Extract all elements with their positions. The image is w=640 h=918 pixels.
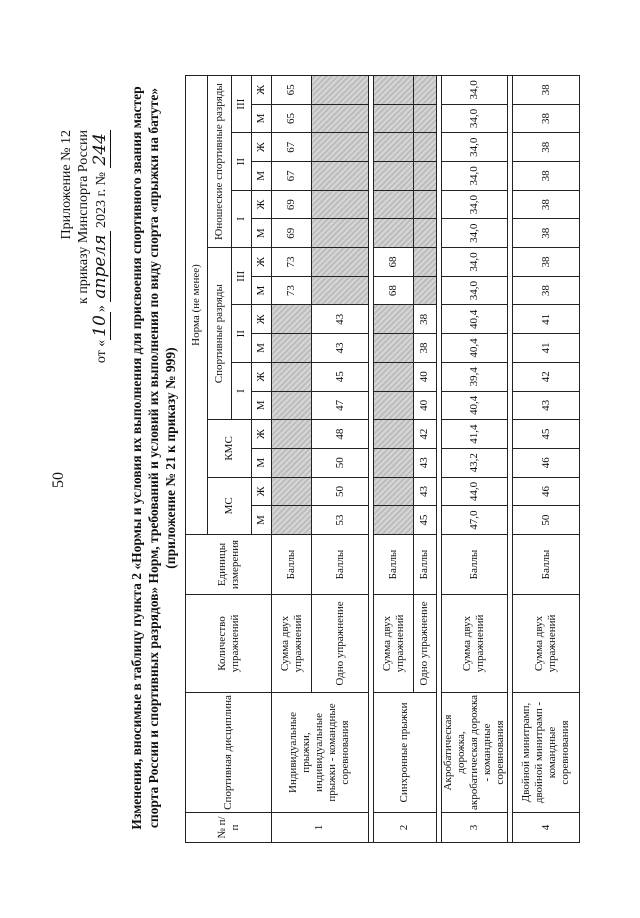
row-number: 1 — [272, 813, 369, 843]
header-sport-r1: I — [232, 362, 252, 419]
norm-value — [373, 506, 413, 535]
norm-value: 43 — [414, 477, 436, 506]
norm-value: 43 — [312, 305, 369, 334]
header-num: № п/п — [186, 813, 272, 843]
row-discipline: Синхронные прыжки — [373, 693, 436, 813]
norm-value — [373, 362, 413, 391]
row-number: 2 — [373, 813, 436, 843]
norm-value: 44,0 — [441, 477, 508, 506]
header-gender-m: М — [252, 104, 272, 133]
row-number: 3 — [441, 813, 508, 843]
norm-value: 47 — [312, 391, 369, 420]
row-unit: Баллы — [312, 535, 369, 595]
header-youth-r3: III — [232, 76, 252, 133]
header-youth-r1: I — [232, 190, 252, 247]
norm-value: 46 — [513, 477, 580, 506]
norm-value: 50 — [312, 448, 369, 477]
norm-value: 65 — [272, 76, 312, 105]
row-number: 4 — [513, 813, 580, 843]
norm-value: 65 — [272, 104, 312, 133]
norm-value: 41 — [513, 334, 580, 363]
norm-value: 34,0 — [441, 133, 508, 162]
norm-value: 34,0 — [441, 219, 508, 248]
row-count: Сумма двух упражнений — [272, 595, 312, 693]
norm-value — [373, 104, 413, 133]
header-count: Количество упражнений — [186, 595, 272, 693]
norm-value — [373, 76, 413, 105]
row-discipline: Двойной минитрамп, двойной минитрамп - командные соревнования — [513, 693, 580, 813]
norm-value — [373, 477, 413, 506]
header-gender-m: М — [252, 334, 272, 363]
norm-value: 67 — [272, 162, 312, 191]
norm-value — [414, 104, 436, 133]
norm-value: 34,0 — [441, 248, 508, 277]
row-unit: Баллы — [441, 535, 508, 595]
header-youth-r2: II — [232, 133, 252, 190]
header-gender-f: Ж — [252, 362, 272, 391]
header-sport-r2: II — [232, 305, 252, 362]
appendix-block — [58, 130, 110, 363]
norm-value — [272, 420, 312, 449]
row-count: Сумма двух упражнений — [513, 595, 580, 693]
norm-value — [414, 276, 436, 305]
norm-value: 34,0 — [441, 76, 508, 105]
norm-value — [312, 248, 369, 277]
norm-value: 69 — [272, 190, 312, 219]
norm-value: 40,4 — [441, 334, 508, 363]
norm-value: 34,0 — [441, 276, 508, 305]
norm-value — [272, 477, 312, 506]
norm-value: 34,0 — [441, 162, 508, 191]
norm-value — [272, 334, 312, 363]
header-kms: КМС — [208, 420, 252, 477]
norm-value: 73 — [272, 248, 312, 277]
header-gender-f: Ж — [252, 305, 272, 334]
norm-value: 38 — [513, 162, 580, 191]
norm-value — [373, 391, 413, 420]
norm-value: 41 — [513, 305, 580, 334]
norm-value: 68 — [373, 276, 413, 305]
norm-value: 45 — [414, 506, 436, 535]
table-row — [272, 76, 312, 843]
header-gender-f: Ж — [252, 477, 272, 506]
header-gender-m: М — [252, 276, 272, 305]
norm-value: 38 — [414, 334, 436, 363]
norm-value — [272, 362, 312, 391]
norm-value: 38 — [513, 104, 580, 133]
norm-value — [272, 305, 312, 334]
norm-value: 43 — [513, 391, 580, 420]
table-row — [441, 76, 508, 843]
handwritten-month: апреля — [90, 231, 111, 301]
norm-value — [373, 448, 413, 477]
norm-value — [414, 76, 436, 105]
header-gender-f: Ж — [252, 190, 272, 219]
header-gender-f: Ж — [252, 420, 272, 449]
header-unit: Единицы измерения — [186, 535, 272, 595]
table-body — [272, 76, 580, 843]
norm-value: 53 — [312, 506, 369, 535]
appendix-title: Приложение № 12 — [59, 130, 74, 240]
row-count: Одно упражнение — [414, 595, 436, 693]
appendix-date: от «10» апреля 2023 г. № 244 — [92, 130, 110, 363]
header-discipline: Спортивная дисциплина — [186, 693, 272, 813]
row-discipline: Акробатическая дорожка, акробатическая дорожка - командные соревнования — [441, 693, 508, 813]
norm-value — [272, 506, 312, 535]
row-unit: Баллы — [272, 535, 312, 595]
norm-value — [312, 76, 369, 105]
norm-value: 43 — [312, 334, 369, 363]
header-ms: МС — [208, 477, 252, 534]
norm-value — [312, 219, 369, 248]
handwritten-day: 10 — [90, 312, 111, 340]
header-sport-ranks: Спортивные разряды — [208, 248, 232, 420]
norm-value: 40 — [414, 391, 436, 420]
norm-value: 38 — [513, 133, 580, 162]
row-unit: Баллы — [373, 535, 413, 595]
norm-value — [373, 305, 413, 334]
row-unit: Баллы — [513, 535, 580, 595]
norm-value — [414, 162, 436, 191]
norm-value: 42 — [414, 420, 436, 449]
norm-value: 50 — [312, 477, 369, 506]
norm-value: 42 — [513, 362, 580, 391]
norm-value — [414, 219, 436, 248]
page-number: 50 — [50, 472, 67, 488]
norm-value — [272, 448, 312, 477]
norm-value: 41,4 — [441, 420, 508, 449]
handwritten-number: 244 — [90, 130, 111, 168]
norm-value: 38 — [513, 276, 580, 305]
row-count: Сумма двух упражнений — [373, 595, 413, 693]
row-unit: Баллы — [414, 535, 436, 595]
norm-value — [373, 133, 413, 162]
norm-value — [414, 190, 436, 219]
norm-value: 48 — [312, 420, 369, 449]
norm-value — [312, 104, 369, 133]
document-heading: Изменения, вносимые в таблицу пункта 2 «Нормы и условия их выполнения для присвоения спортивного звания мастер спорта России и спортивных разрядов» Норм, требований и условий их выполнения по виду спорта «прыжки на батуте» (приложение № 21 к приказу № 999) — [129, 86, 178, 830]
row-count: Сумма двух упражнений — [441, 595, 508, 693]
norm-value: 34,0 — [441, 190, 508, 219]
header-gender-f: Ж — [252, 76, 272, 105]
header-gender-m: М — [252, 391, 272, 420]
norm-value — [312, 162, 369, 191]
row-count: Одно упражнение — [312, 595, 369, 693]
header-gender-m: М — [252, 448, 272, 477]
norm-value: 50 — [513, 506, 580, 535]
norm-value — [312, 133, 369, 162]
norm-value: 38 — [513, 190, 580, 219]
appendix-order: к приказу Минспорта России — [76, 130, 91, 304]
norm-value: 43,2 — [441, 448, 508, 477]
header-gender-f: Ж — [252, 248, 272, 277]
norm-value: 69 — [272, 219, 312, 248]
row-discipline: Индивидуальные прыжки, индивидуальные прыжки - командные соревнования — [272, 693, 369, 813]
norm-value: 40 — [414, 362, 436, 391]
header-sport-r3: III — [232, 248, 252, 305]
norm-value — [414, 248, 436, 277]
norm-value: 47,0 — [441, 506, 508, 535]
header-gender-f: Ж — [252, 133, 272, 162]
norm-value — [312, 190, 369, 219]
norm-value — [272, 391, 312, 420]
norm-value: 68 — [373, 248, 413, 277]
norm-value — [312, 276, 369, 305]
norm-value: 73 — [272, 276, 312, 305]
header-gender-m: М — [252, 506, 272, 535]
norm-value: 34,0 — [441, 104, 508, 133]
norm-value: 45 — [513, 420, 580, 449]
norm-value: 38 — [513, 76, 580, 105]
norm-value: 40,4 — [441, 391, 508, 420]
norm-value: 40,4 — [441, 305, 508, 334]
norm-value: 67 — [272, 133, 312, 162]
norm-value — [373, 190, 413, 219]
norm-value — [414, 133, 436, 162]
norm-value: 45 — [312, 362, 369, 391]
table-row — [373, 76, 413, 843]
norm-value — [373, 334, 413, 363]
header-gender-m: М — [252, 162, 272, 191]
norms-table — [185, 75, 580, 843]
norm-value: 46 — [513, 448, 580, 477]
norm-value: 38 — [513, 248, 580, 277]
table-row — [513, 76, 580, 843]
norm-value — [373, 162, 413, 191]
header-youth-ranks: Юношеские спортивные разряды — [208, 76, 232, 248]
norm-value: 38 — [513, 219, 580, 248]
norm-value: 43 — [414, 448, 436, 477]
header-gender-m: М — [252, 219, 272, 248]
norm-value: 39,4 — [441, 362, 508, 391]
norm-value — [373, 219, 413, 248]
norm-value — [373, 420, 413, 449]
norm-value: 38 — [414, 305, 436, 334]
header-norm: Норма (не менее) — [186, 76, 208, 535]
